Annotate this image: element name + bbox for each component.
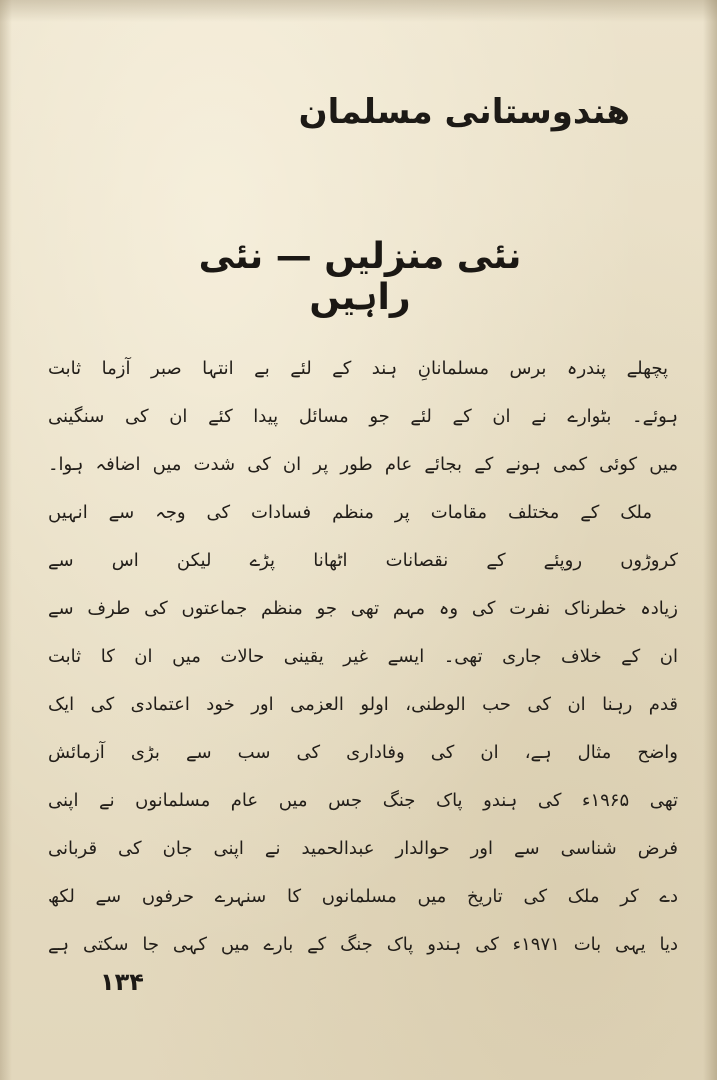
body-line: تھی ۱۹۶۵ء کی ہندو پاک جنگ جس میں عام مسلمانوں نے اپنی <box>48 790 678 811</box>
body-line: ہوئے۔ بٹوارے نے ان کے لئے جو مسائل پیدا کئے ان کی سنگینی <box>48 406 678 427</box>
page-edge-shadow-top <box>0 0 717 22</box>
running-header: هندوستانی مسلمان <box>298 92 630 132</box>
body-line: پچھلے پندرہ برس مسلمانانِ ہند کے لئے بے انتہا صبر آزما ثابت <box>48 358 668 379</box>
body-line: دیا یہی بات ۱۹۷۱ء کی ہندو پاک جنگ کے بارے میں کہی جا سکتی ہے <box>48 934 678 955</box>
body-line: دے کر ملک کی تاریخ میں مسلمانوں کا سنہرے حرفوں سے لکھ <box>48 886 678 907</box>
page-edge-shadow-left <box>0 0 12 1080</box>
body-line: واضح مثال ہے، ان کی وفاداری کی سب سے بڑی آزمائش <box>48 742 678 763</box>
body-line: قدم رہنا ان کی حب الوطنی، اولو العزمی اور خود اعتمادی کی ایک <box>48 694 678 715</box>
body-line: زیادہ خطرناک نفرت کی وہ مہم تھی جو منظم جماعتوں کی طرف سے <box>48 598 678 619</box>
chapter-title: نئی منزلیں — نئی راہیں <box>198 236 522 318</box>
body-line: فرض شناسی سے اور حوالدار عبدالحمید نے اپنی جان کی قربانی <box>48 838 678 859</box>
body-line: کروڑوں روپئے کے نقصانات اٹھانا پڑے لیکن اس سے <box>48 550 678 571</box>
page-number: ۱۳۴ <box>100 968 144 996</box>
body-text <box>48 345 678 969</box>
body-line: ان کے خلاف جاری تھی۔ ایسے غیر یقینی حالات میں ان کا ثابت <box>48 646 678 667</box>
page-edge-shadow-right <box>703 0 717 1080</box>
body-line: ملک کے مختلف مقامات پر منظم فسادات کی وجہ سے انہیں <box>48 502 652 523</box>
body-line: میں کوئی کمی ہونے کے بجائے عام طور پر ان کی شدت میں اضافہ ہوا۔ <box>48 454 678 475</box>
